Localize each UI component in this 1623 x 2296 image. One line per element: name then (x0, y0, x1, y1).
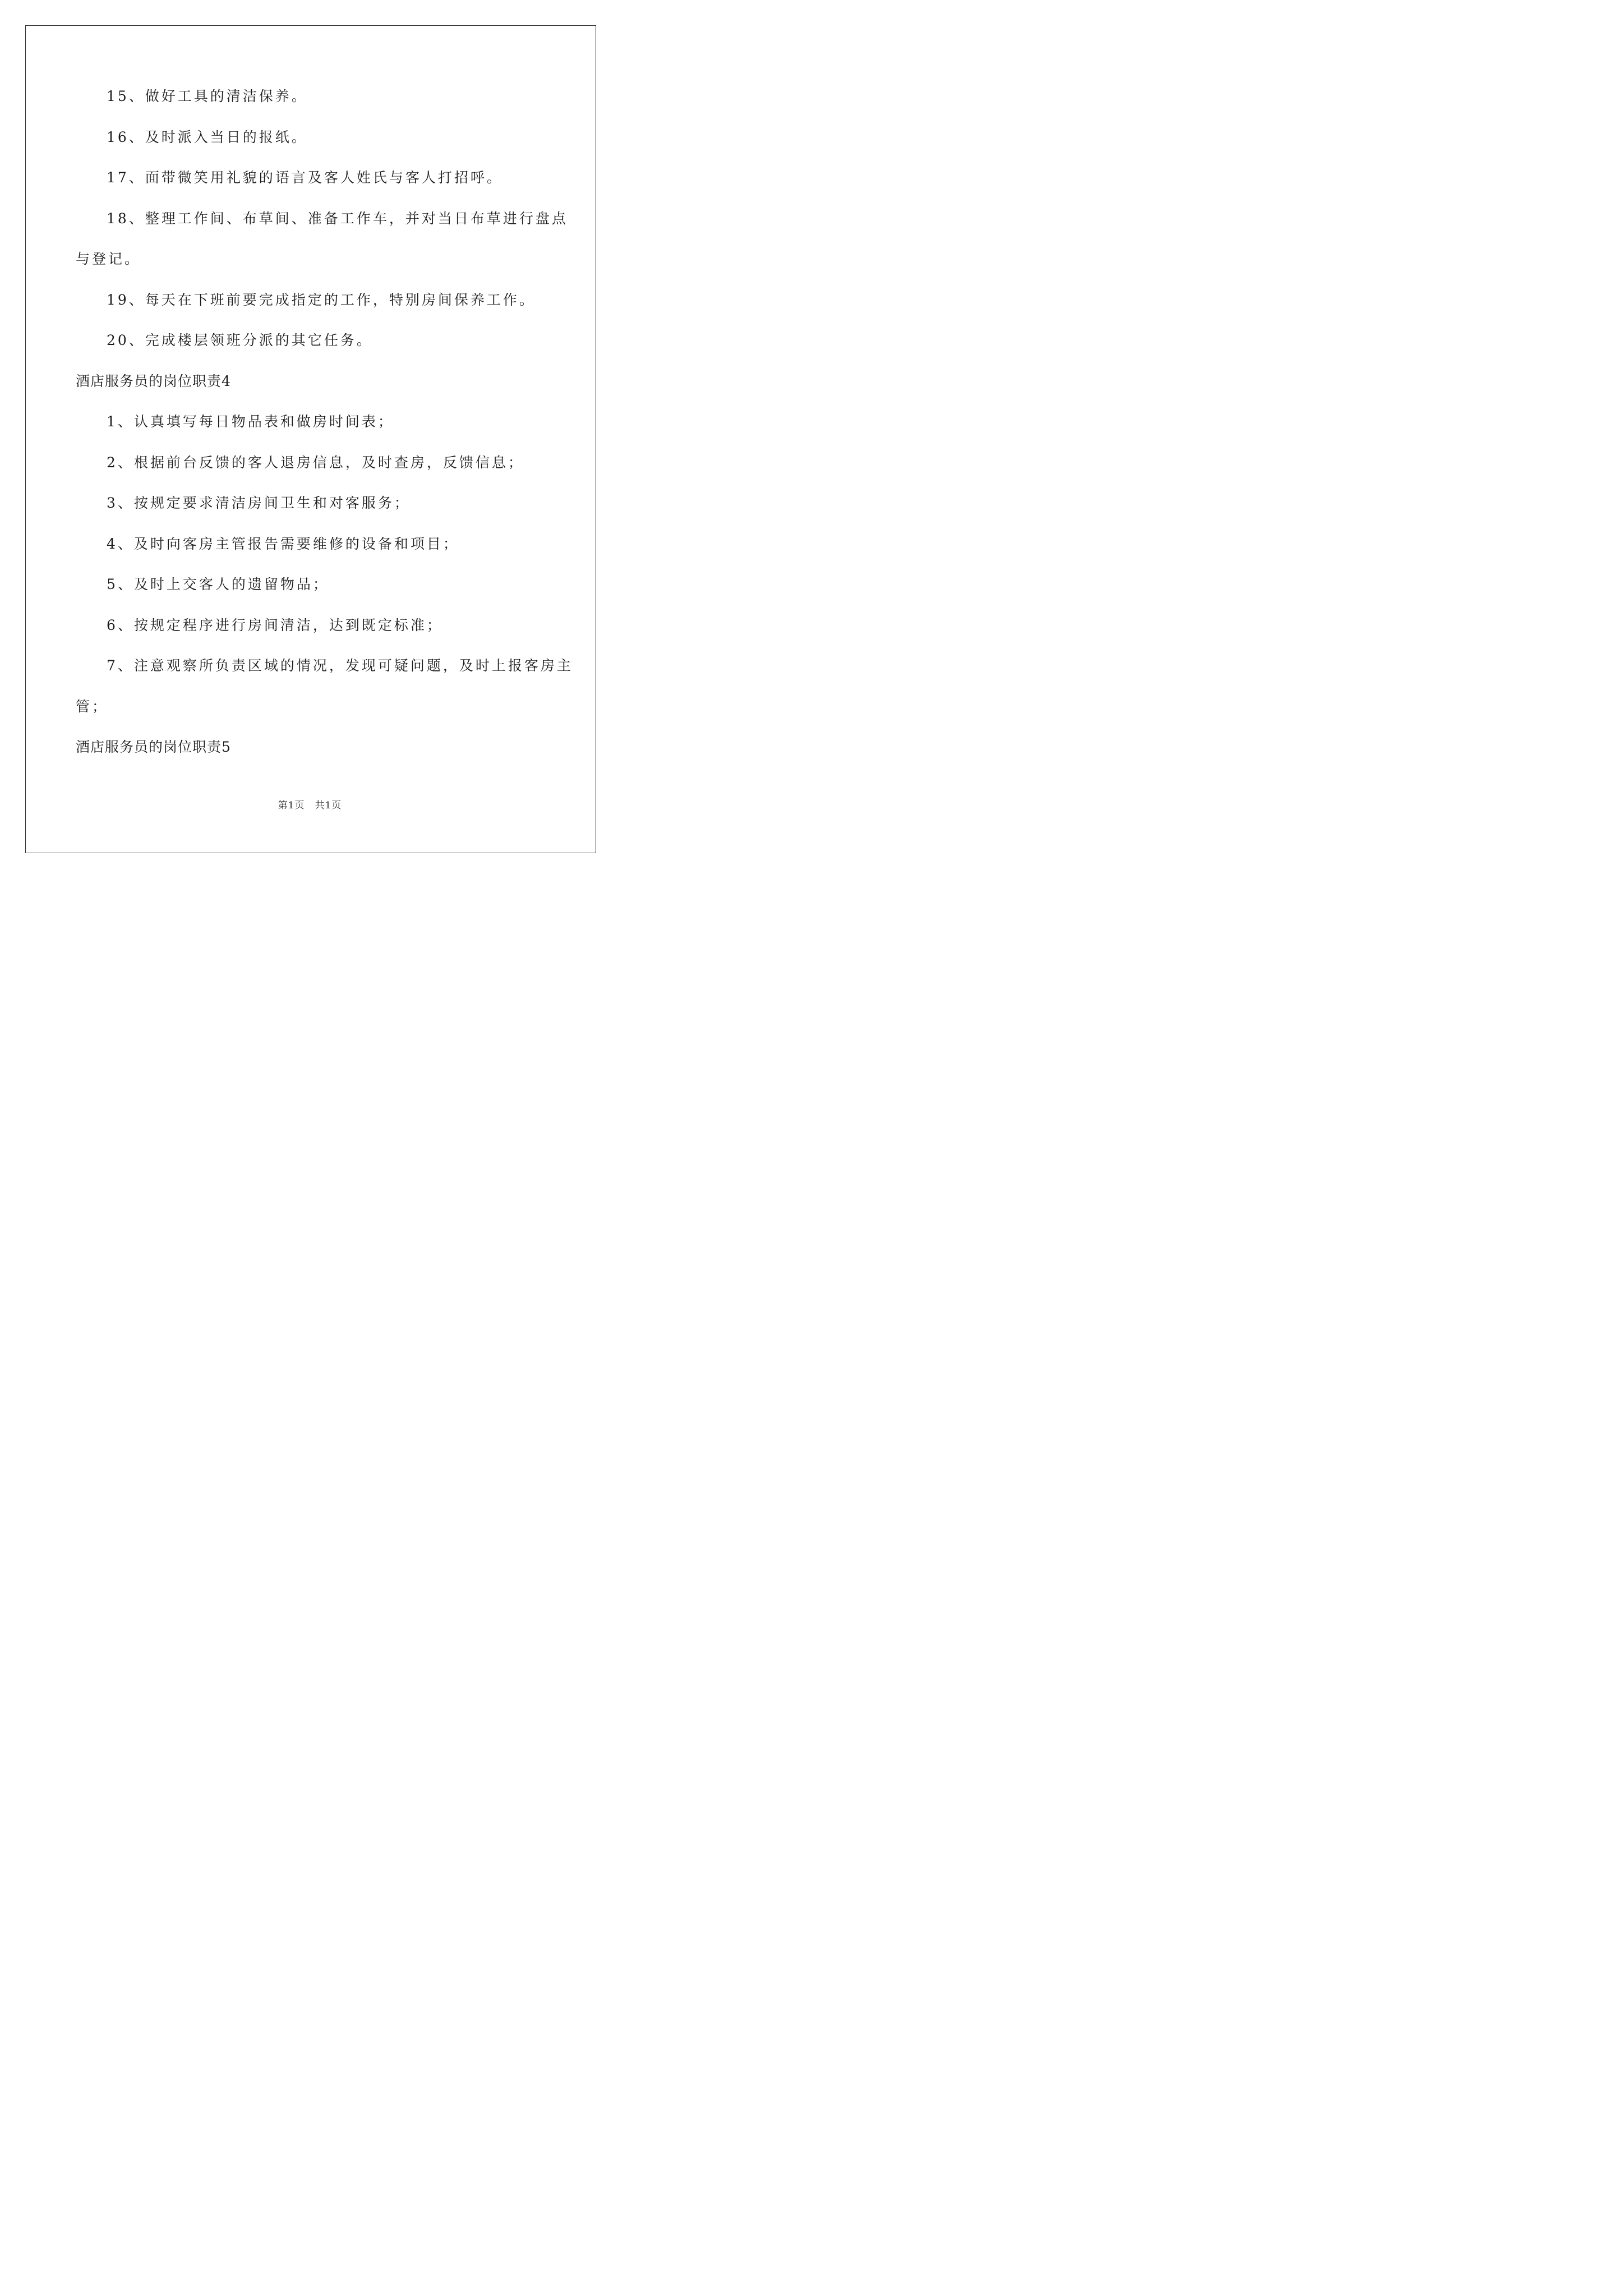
list-item: 2、根据前台反馈的客人退房信息，及时查房，反馈信息； (107, 454, 524, 471)
list-item-continuation: 管； (76, 698, 109, 715)
list-item: 16、及时派入当日的报纸。 (107, 128, 308, 145)
list-item: 17、面带微笑用礼貌的语言及客人姓氏与客人打招呼。 (107, 169, 503, 186)
list-item: 20、完成楼层领班分派的其它任务。 (107, 332, 373, 348)
list-item: 7、注意观察所负责区域的情况，发现可疑问题，及时上报客房主 (107, 657, 573, 674)
section-heading: 酒店服务员的岗位职责5 (76, 739, 231, 755)
section-heading: 酒店服务员的岗位职责4 (76, 372, 231, 389)
list-item: 4、及时向客房主管报告需要维修的设备和项目； (107, 535, 459, 552)
list-item: 5、及时上交客人的遗留物品； (107, 576, 329, 592)
list-item: 3、按规定要求清洁房间卫生和对客服务； (107, 495, 411, 511)
list-item: 15、做好工具的清洁保养。 (107, 88, 308, 104)
page-number-footer: 第1页 共1页 (278, 800, 342, 811)
list-item: 19、每天在下班前要完成指定的工作，特别房间保养工作。 (107, 291, 536, 308)
list-item: 6、按规定程序进行房间清洁，达到既定标准； (107, 616, 443, 633)
list-item: 18、整理工作间、布草间、准备工作车，并对当日布草进行盘点 (107, 210, 568, 227)
list-item: 1、认真填写每日物品表和做房时间表； (107, 413, 394, 430)
document-body (76, 84, 573, 776)
list-item-continuation: 与登记。 (76, 251, 141, 267)
